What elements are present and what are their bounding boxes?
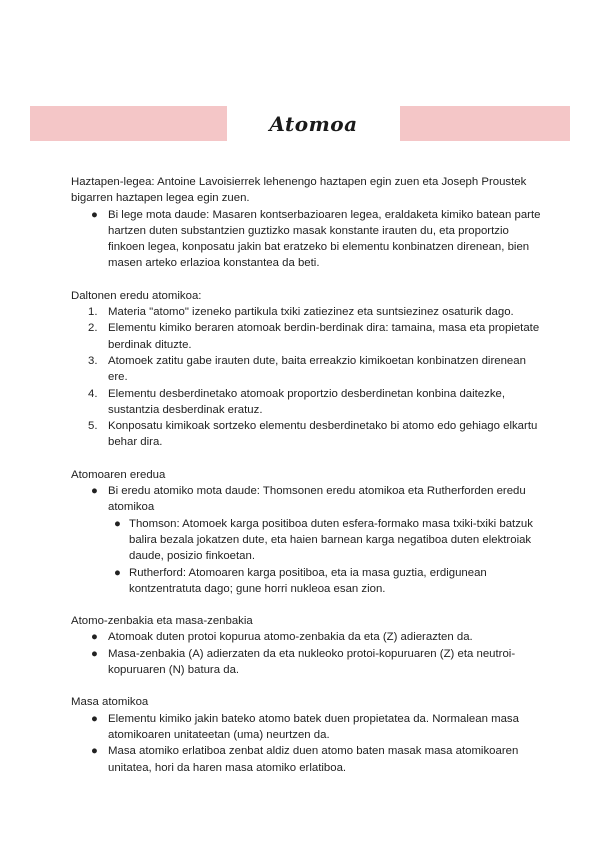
list-item: 4. Elementu desberdinetako atomoak proportzio desberdinetan konbina daitezke, sustantzia desberdinak eratuz. [88,387,506,416]
list-subitem: ● Rutherford: Atomoaren karga positiboa, eta ia masa guztia, erdigunean kontzentratuta dago; gune horri nukleoa esan zion. [114,566,487,595]
title-band-left [30,106,227,141]
section-heading-masa: Masa atomikoa [71,696,149,709]
list-item: ● Bi lege mota daude: Masaren kontserbazioaren legea, eraldaketa kimiko batean parte hartzen duten substantzien guztizko masak konstante irauten du, eta proportzio finkoen legea, konposatu jakin bat eratzeko bi elementu konbinatzen direnean, bien masen arteko erlazioa konstantea da beti. [91,208,541,270]
bullet-icon: ● [91,631,98,644]
bullet-icon: ● [114,566,121,579]
title-banner [30,106,570,141]
section-heading-eredua: Atomoaren eredua [71,468,166,481]
document-body [71,174,541,776]
list-item: 1. Materia "atomo" izeneko partikula txiki zatiezinez eta suntsiezinez osaturik dago. [88,306,514,319]
bullet-icon: ● [91,208,98,221]
section-heading-dalton: Daltonen eredu atomikoa: [71,289,202,302]
list-item: ● Masa-zenbakia (A) adierzaten da eta nukleoko protoi-kopuruaren (Z) eta neutroi-kopuruaren (N) batura da. [91,647,516,677]
list-item: ● Masa atomiko erlatiboa zenbat aldiz duen atomo baten masak masa atomikoaren unitatea, hori da haren masa atomiko erlatiboa. [91,745,519,774]
bullet-icon: ● [114,517,121,530]
list-subitem: ● Thomson: Atomoek karga positiboa duten esfera-formako masa txiki-txiki batzuk balira bezala jokatzen dute, eta haien barnean karga negatiboa duten elektroiak daude, posizio finkoetan. [114,517,533,563]
dalton-list [71,304,541,451]
list-item: ● Bi eredu atomiko mota daude: Thomsonen eredu atomikoa eta Rutherforden eredu atomikoa [91,485,526,514]
eredua-list [71,483,541,597]
list-item: 3. Atomoek zatitu gabe irauten dute, baita erreakzio kimikoetan konbinatzen direnean ere. [88,354,526,384]
haztapen-list [71,207,541,272]
bullet-icon: ● [91,647,98,660]
bullet-icon: ● [91,712,98,725]
list-item: ● Atomoak duten protoi kopurua atomo-zenbakia da eta (Z) adierazten da. [71,629,541,645]
page-title: Atomoa [269,112,358,136]
title-band-right [400,106,570,141]
bullet-icon: ● [91,485,98,498]
masa-list [71,711,541,776]
bullet-icon: ● [91,745,98,758]
haztapen-legea-intro: Haztapen-legea: Antoine Lavoisierrek lehenengo haztapen egin zuen eta Joseph Proustek bigarren haztapen legea egin zuen. [71,176,527,205]
zenbakiak-list [71,629,541,678]
section-heading-zenbakiak: Atomo-zenbakia eta masa-zenbakia [71,615,253,628]
list-item: ● Elementu kimiko jakin bateko atomo batek duen propietatea da. Normalean masa atomikoaren unitateetan (uma) neurtzen da. [91,712,519,741]
list-item: 2. Elementu kimiko beraren atomoak berdin-berdinak dira: tamaina, masa eta propietate berdinak dituzte. [88,322,540,351]
list-item: 5. Konposatu kimikoak sortzeko elementu desberdinetako bi atomo edo gehiago elkartu behar dira. [88,420,538,449]
